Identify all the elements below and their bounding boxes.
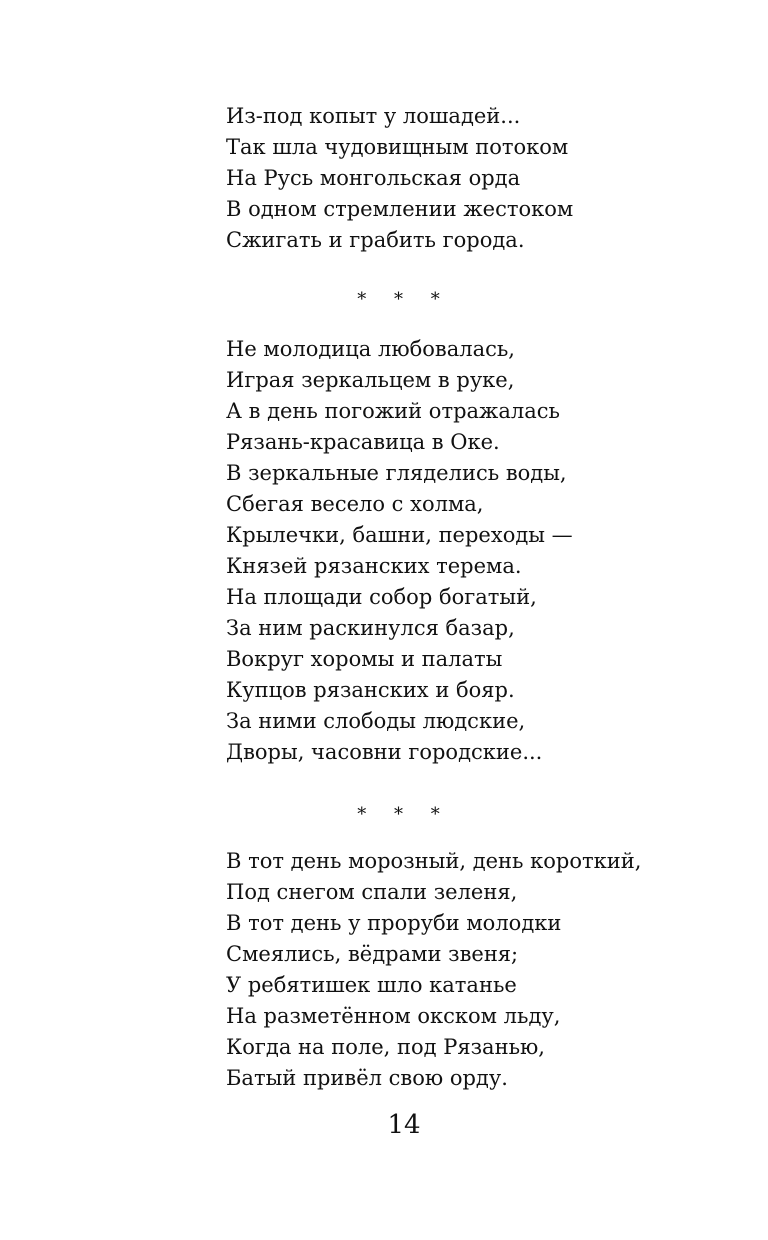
verse-line: Вокруг хоромы и палаты	[226, 647, 503, 671]
verse-line: В одном стремлении жестоком	[226, 197, 574, 221]
verse-line: Не молодица любовалась,	[226, 337, 515, 361]
verse-line: На площади собор богатый,	[226, 585, 537, 609]
section-separator: * * *	[357, 289, 451, 310]
verse-line: Сжигать и грабить города.	[226, 228, 525, 252]
verse-line: Батый привёл свою орду.	[226, 1066, 508, 1090]
stanza-1	[226, 101, 746, 256]
stanza-3	[226, 846, 746, 1094]
verse-line: Играя зеркальцем в руке,	[226, 368, 515, 392]
verse-line: На Русь монгольская орда	[226, 166, 521, 190]
verse-line: За ним раскинулся базар,	[226, 616, 515, 640]
section-separator: * * *	[357, 804, 451, 825]
verse-line: Князей рязанских терема.	[226, 554, 522, 578]
verse-line: Рязань-красавица в Оке.	[226, 430, 500, 454]
verse-line: Из-под копыт у лошадей...	[226, 104, 521, 128]
verse-line: Смеялись, вёдрами звеня;	[226, 942, 519, 966]
verse-line: Дворы, часовни городские...	[226, 740, 543, 764]
verse-line: За ними слободы людские,	[226, 709, 526, 733]
verse-line: А в день погожий отражалась	[226, 399, 560, 423]
verse-line: Купцов рязанских и бояр.	[226, 678, 515, 702]
page-number: 14	[387, 1110, 421, 1140]
verse-line: В тот день у проруби молодки	[226, 911, 562, 935]
verse-line: На разметённом окском льду,	[226, 1004, 561, 1028]
stanza-2	[226, 334, 746, 768]
verse-line: Так шла чудовищным потоком	[226, 135, 569, 159]
verse-line: Сбегая весело с холма,	[226, 492, 484, 516]
verse-line: В тот день морозный, день короткий,	[226, 849, 642, 873]
verse-line: Когда на поле, под Рязанью,	[226, 1035, 545, 1059]
verse-line: Крылечки, башни, переходы —	[226, 523, 573, 547]
verse-line: У ребятишек шло катанье	[226, 973, 517, 997]
verse-line: В зеркальные гляделись воды,	[226, 461, 567, 485]
verse-line: Под снегом спали зеленя,	[226, 880, 518, 904]
